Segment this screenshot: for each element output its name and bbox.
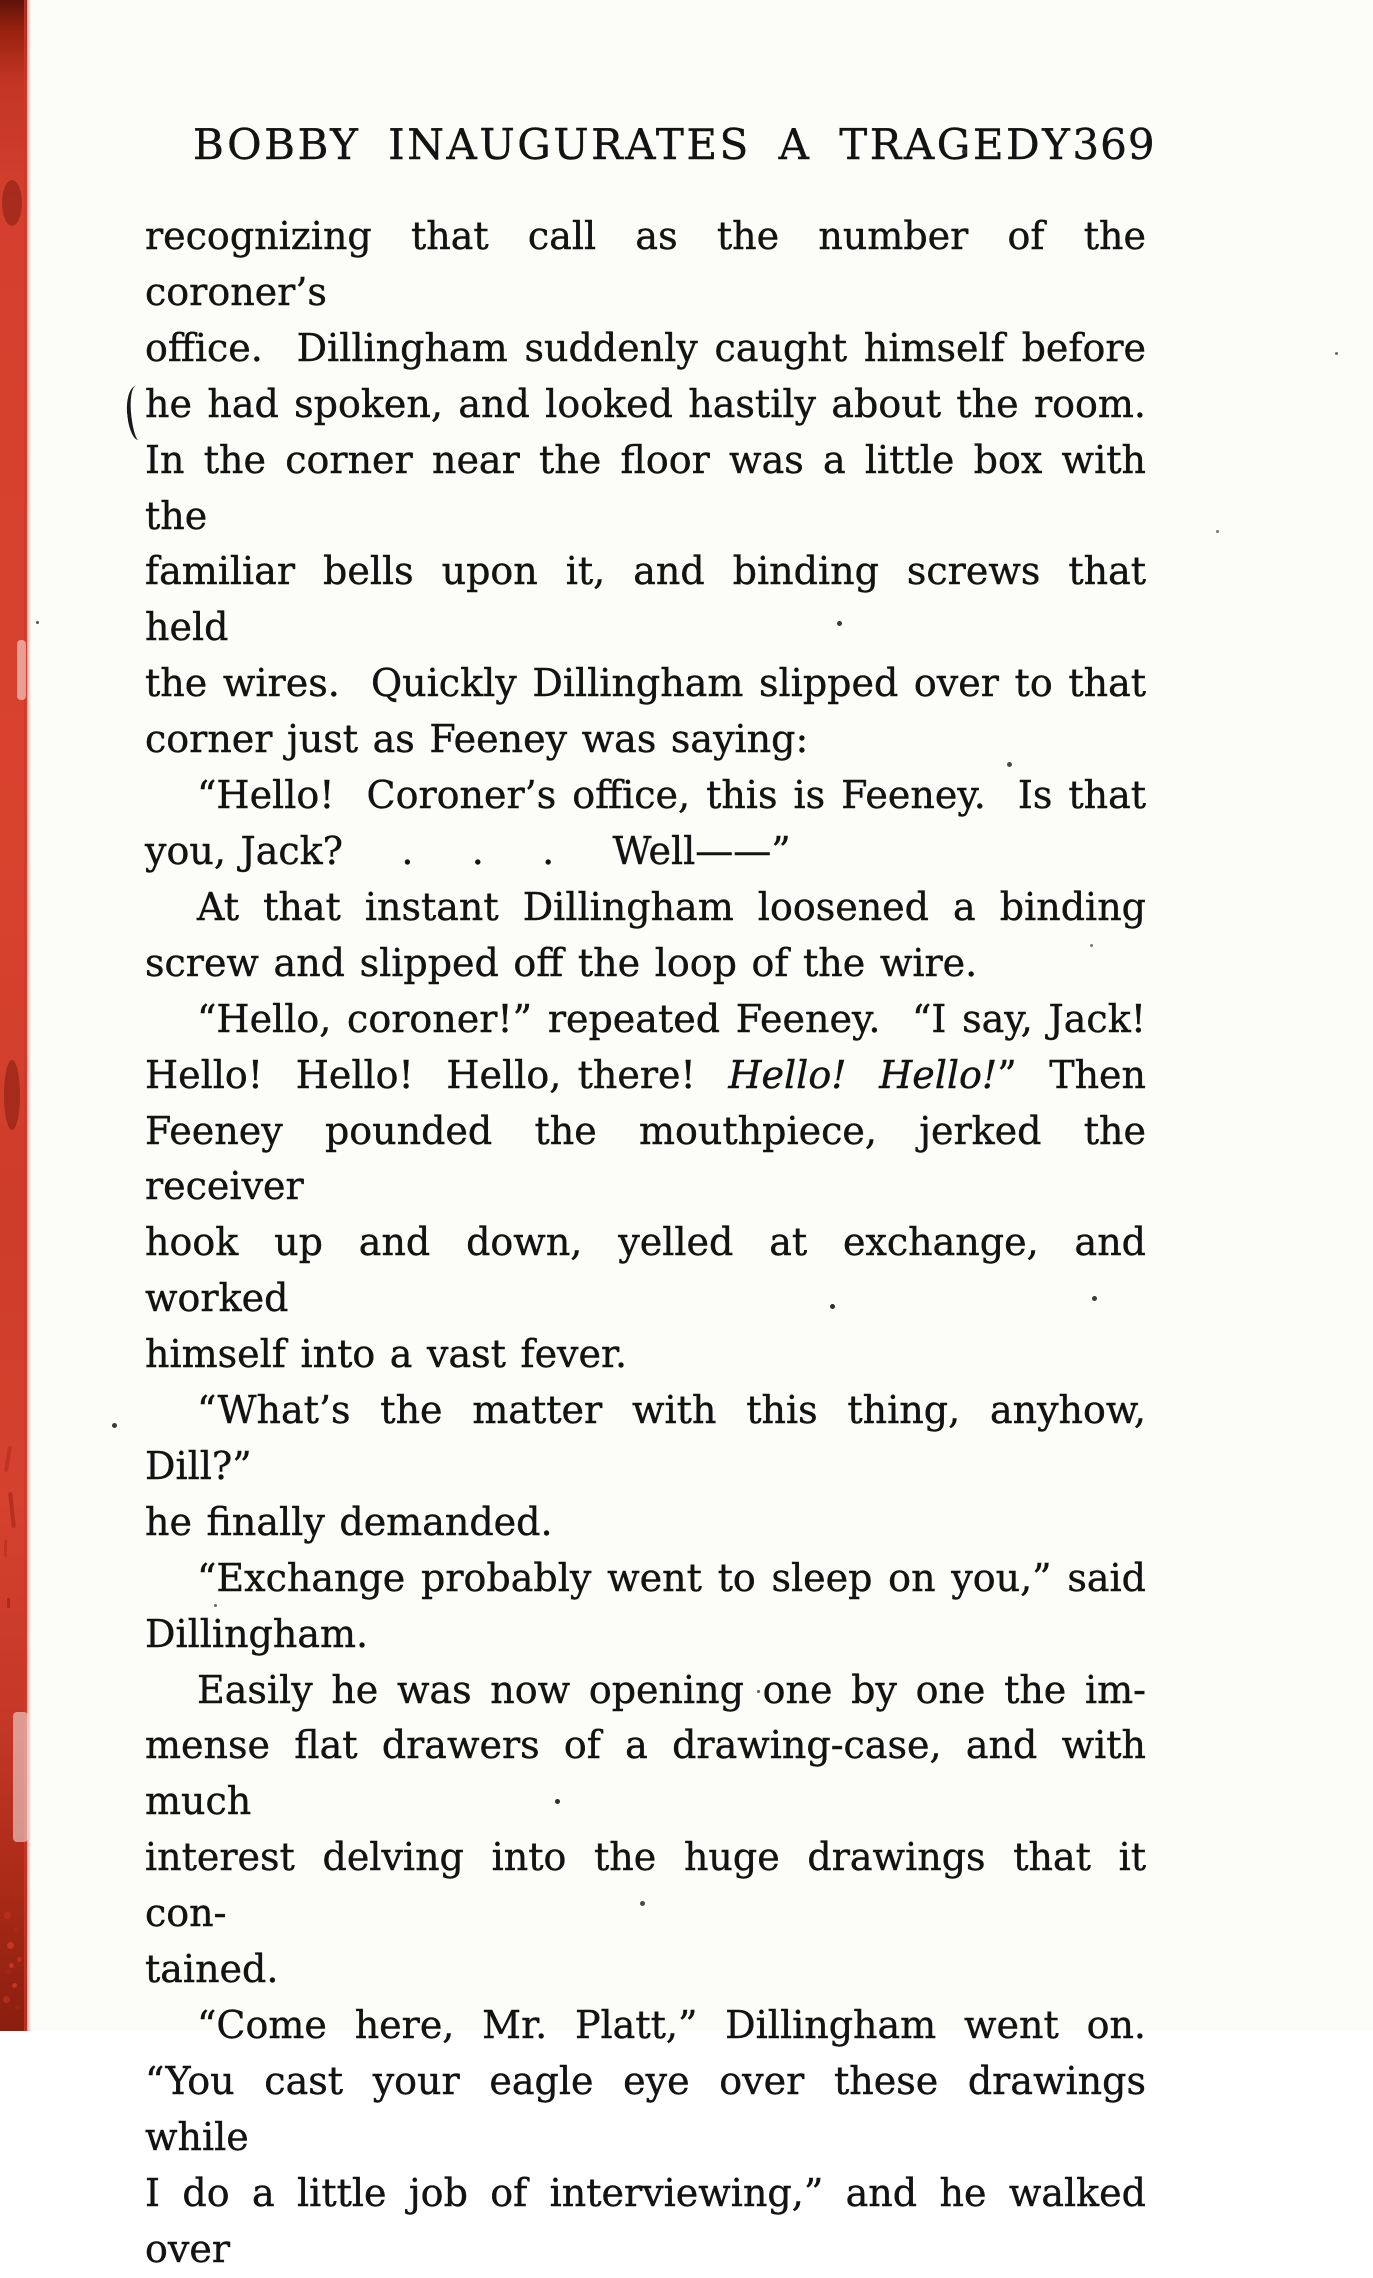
body-text xyxy=(145,209,1161,2278)
text-segment: screw and slipped off the loop of the wire. xyxy=(145,940,978,985)
red-edge-light-streak xyxy=(13,1712,28,1842)
red-speckle-cluster xyxy=(2,1906,5,1909)
red-edge-dark-blotch xyxy=(4,1060,20,1130)
text-line xyxy=(145,1663,1146,1719)
text-line xyxy=(145,209,1161,321)
text-line xyxy=(145,1215,1161,1327)
italic-text-segment: Hello! Hello! xyxy=(728,1052,998,1097)
text-segment: mense flat drawers of a drawing-case, and with much xyxy=(145,1723,1161,1824)
text-line xyxy=(145,1998,1146,2054)
text-line xyxy=(145,1327,1146,1383)
red-edge-light-streak xyxy=(17,640,26,700)
text-segment: In the corner near the floor was a little box with the xyxy=(145,437,1161,538)
text-segment: Hello! Hello! Hello, there! xyxy=(145,1052,729,1097)
text-segment: he finally demanded. xyxy=(145,1499,553,1544)
text-segment: “What’s the matter with this thing, anyhow, Dill?” xyxy=(145,1388,1161,1488)
text-segment: recognizing that call as the number of the coroner’s xyxy=(145,214,1161,314)
text-line xyxy=(145,433,1161,545)
text-line xyxy=(145,1942,1146,1998)
text-segment: I do a little job of interviewing,” and he walked over xyxy=(145,2170,1161,2271)
text-segment: ” Then xyxy=(997,1052,1147,1097)
text-segment: Dillingham. xyxy=(145,1611,369,1656)
text-segment: the wires. Quickly Dillingham slipped over to that xyxy=(145,661,1146,706)
text-segment: At that instant Dillingham loosened a binding xyxy=(197,884,1146,929)
text-line xyxy=(145,880,1146,936)
text-line xyxy=(145,1048,1146,1104)
text-segment: “Exchange probably went to sleep on you,” said xyxy=(197,1555,1146,1600)
chapter-title: BOBBY INAUGURATES A TRAGEDY xyxy=(193,120,1073,169)
text-segment: he had spoken, and looked hastily about the room. xyxy=(145,381,1146,426)
text-line xyxy=(145,377,1146,433)
text-segment: himself into a vast fever. xyxy=(145,1332,628,1377)
text-line xyxy=(145,656,1146,712)
text-segment: corner just as Feeney was saying: xyxy=(145,717,809,762)
text-line xyxy=(145,712,1146,768)
text-line xyxy=(145,2054,1161,2166)
text-segment: office. Dillingham suddenly caught himself before xyxy=(145,325,1146,370)
text-line xyxy=(145,768,1146,824)
text-segment: familiar bells upon it, and binding screws that held xyxy=(145,549,1161,650)
text-line xyxy=(145,1830,1161,1942)
red-stray-mark xyxy=(4,1540,7,1557)
text-segment: Feeney pounded the mouthpiece, jerked the receiver xyxy=(145,1108,1161,1209)
text-line xyxy=(145,1383,1161,1495)
text-segment: tained. xyxy=(145,1947,279,1992)
dust-specks xyxy=(0,0,3,3)
red-edge-dark-blotch xyxy=(2,180,22,226)
text-line xyxy=(145,321,1146,377)
text-segment: “Come here, Mr. Platt,” Dillingham went on. xyxy=(197,2003,1146,2047)
text-segment: interest delving into the huge drawings that it con- xyxy=(145,1835,1161,1936)
text-line xyxy=(145,2166,1161,2278)
text-line xyxy=(145,824,1146,880)
text-segment: hook up and down, yelled at exchange, and worked xyxy=(145,1220,1161,1321)
text-line xyxy=(145,936,1146,992)
text-line xyxy=(145,1607,1146,1663)
text-line xyxy=(145,1718,1161,1830)
text-line xyxy=(145,1551,1146,1607)
text-segment: you, Jack? . . . Well——” xyxy=(145,828,791,873)
text-segment: “Hello, coroner!” repeated Feeney. “I say, Jack! xyxy=(197,996,1146,1041)
text-segment: Easily he was now opening one by one the im- xyxy=(197,1667,1146,1712)
running-header xyxy=(145,116,1156,174)
text-line xyxy=(145,992,1146,1048)
text-segment: “You cast your eagle eye over these drawings while xyxy=(145,2058,1161,2159)
text-segment: “Hello! Coroner’s office, this is Feeney. Is that xyxy=(197,773,1146,818)
text-line xyxy=(145,544,1161,656)
text-line xyxy=(145,1104,1161,1216)
page-number: 369 xyxy=(1072,120,1156,169)
red-stray-mark xyxy=(7,1598,10,1608)
text-line xyxy=(145,1495,1146,1551)
